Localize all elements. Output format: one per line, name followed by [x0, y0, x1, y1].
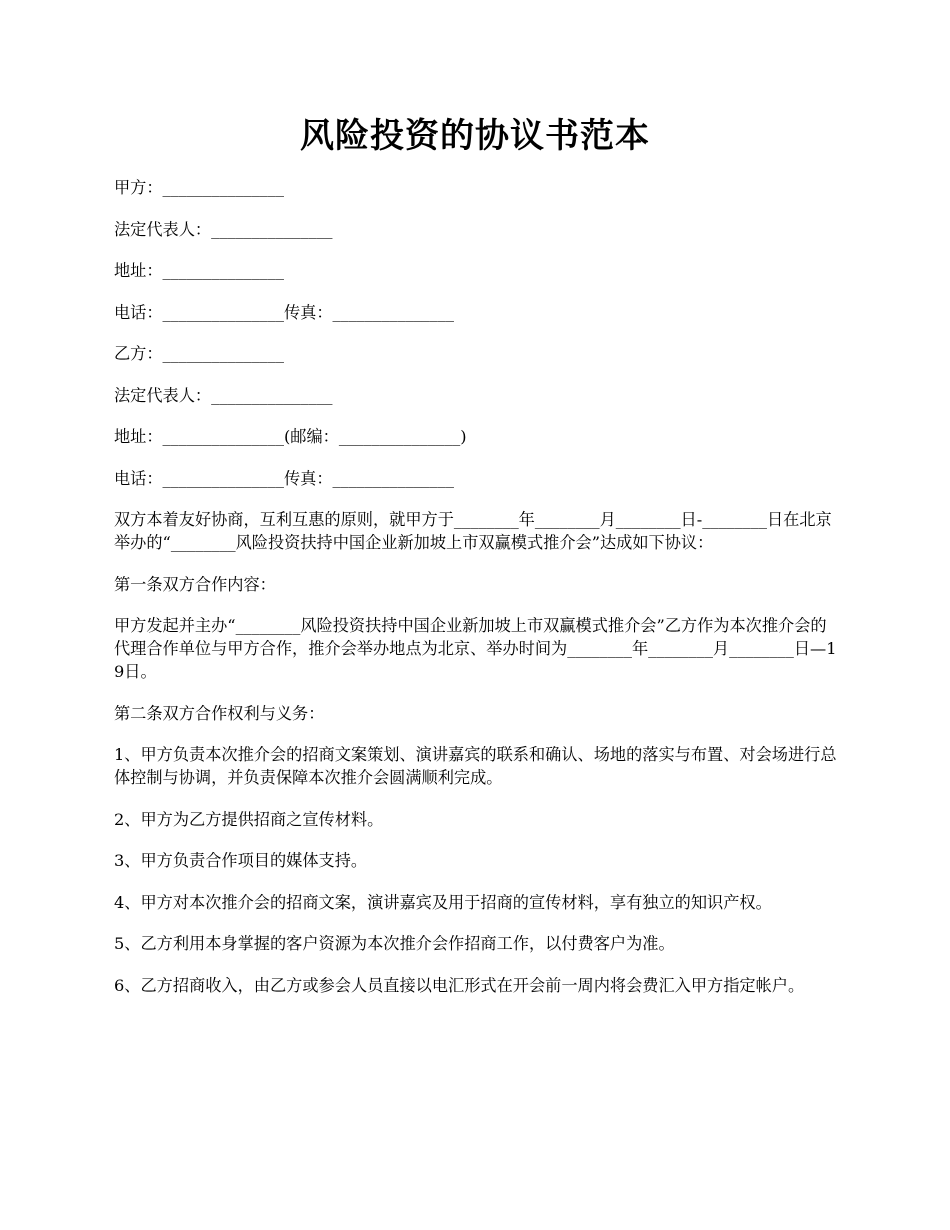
party-a-line: 甲方：_______________	[114, 178, 284, 197]
preamble-paragraph: 双方本着友好协商，互利互惠的原则，就甲方于________年________月________日-________日在北京举办的“________风险投资扶持中国企业新加坡上市双赢模式推介会”达成如下协议：	[114, 510, 832, 552]
article-1-paragraph: 甲方发起并主办“________风险投资扶持中国企业新加坡上市双赢模式推介会”乙方作为本次推介会的代理合作单位与甲方合作，推介会举办地点为北京、举办时间为________年________月________日—19日。	[114, 616, 837, 681]
article-2-heading: 第二条双方合作权利与义务：	[114, 703, 325, 723]
party-b-phone-fax-line: 电话：_______________传真：_______________	[114, 468, 454, 488]
party-a-phone-fax-line: 电话：_______________传真：_______________	[114, 302, 454, 322]
clause-4: 4、甲方对本次推介会的招商文案，演讲嘉宾及用于招商的宣传材料，享有独立的知识产权。	[114, 892, 772, 912]
clause-1: 1、甲方负责本次推介会的招商文案策划、演讲嘉宾的联系和确认、场地的落实与布置、对会场进行总体控制与协调，并负责保障本次推介会圆满顺利完成。	[114, 745, 837, 787]
clause-2: 2、甲方为乙方提供招商之宣传材料。	[114, 809, 384, 829]
party-a-legal-rep-line: 法定代表人：_______________	[114, 219, 333, 239]
article-1-heading: 第一条双方合作内容：	[114, 574, 276, 594]
party-b-legal-rep-line: 法定代表人：_______________	[114, 385, 333, 405]
party-b-address-line: 地址：_______________(邮编：_______________)	[114, 427, 467, 446]
clause-6: 6、乙方招商收入，由乙方或参会人员直接以电汇形式在开会前一周内将会费汇入甲方指定帐户。	[114, 975, 805, 995]
party-a-address-line: 地址：_______________	[114, 261, 284, 280]
party-b-line: 乙方：_______________	[114, 344, 284, 363]
clause-3: 3、甲方负责合作项目的媒体支持。	[114, 851, 368, 870]
clause-5: 5、乙方利用本身掌握的客户资源为本次推介会作招商工作，以付费客户为准。	[114, 934, 675, 953]
document-body	[114, 176, 838, 997]
document-title: 风险投资的协议书范本	[300, 116, 650, 156]
